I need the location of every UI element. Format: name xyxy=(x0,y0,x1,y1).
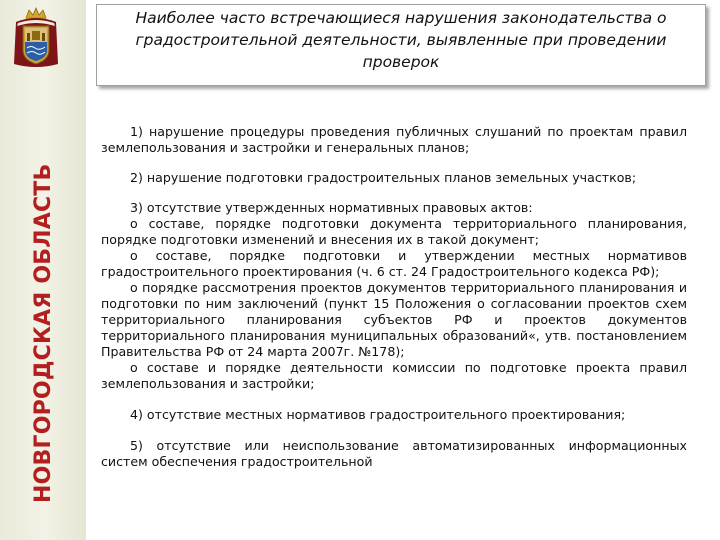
violations-list xyxy=(101,124,687,470)
novgorod-coat-of-arms-icon xyxy=(12,6,60,70)
list-item-4: 4) отсутствие местных нормативов градостроительного проектирования; xyxy=(130,407,626,422)
list-item-3-sub-4: о составе и порядке деятельности комиссии по подготовке проекта правил землепользования и застройки; xyxy=(101,360,687,391)
list-item-3-heading: 3) отсутствие утвержденных нормативных правовых актов: xyxy=(130,200,533,215)
list-item-3-sub-2: о составе, порядке подготовки и утверждении местных нормативов градостроительного проектирования (ч. 6 ст. 24 Градостроительного кодекса РФ); xyxy=(101,248,687,279)
list-item-3-sub-1: о составе, порядке подготовки документа территориального планирования, порядке подготовки изменений и внесения их в такой документ; xyxy=(101,216,687,247)
list-item-3-sub-3: о порядке рассмотрения проектов документов территориального планирования и подготовки по ним заключений (пункт 15 Положения о согласовании проектов схем территориального планирования субъектов РФ и проектов документов территориального планирования муниципальных образований«, утв. постановлением Правительства РФ от 24 марта 2007г. №178); xyxy=(101,280,687,359)
region-name: НОВГОРОДСКАЯ ОБЛАСТЬ xyxy=(31,163,56,503)
list-item-2: 2) нарушение подготовки градостроительных планов земельных участков; xyxy=(130,170,637,185)
list-item-1: 1) нарушение процедуры проведения публичных слушаний по проектам правил землепользования и застройки и генеральных планов; xyxy=(101,124,687,155)
page-title: Наиболее часто встречающиеся нарушения законодательства о градостроительной деятельности, выявленные при проведении проверок xyxy=(96,4,706,86)
list-item-5: 5) отсутствие или неиспользование автоматизированных информационных систем обеспечения градостроительной xyxy=(101,438,687,469)
sidebar xyxy=(0,0,86,540)
